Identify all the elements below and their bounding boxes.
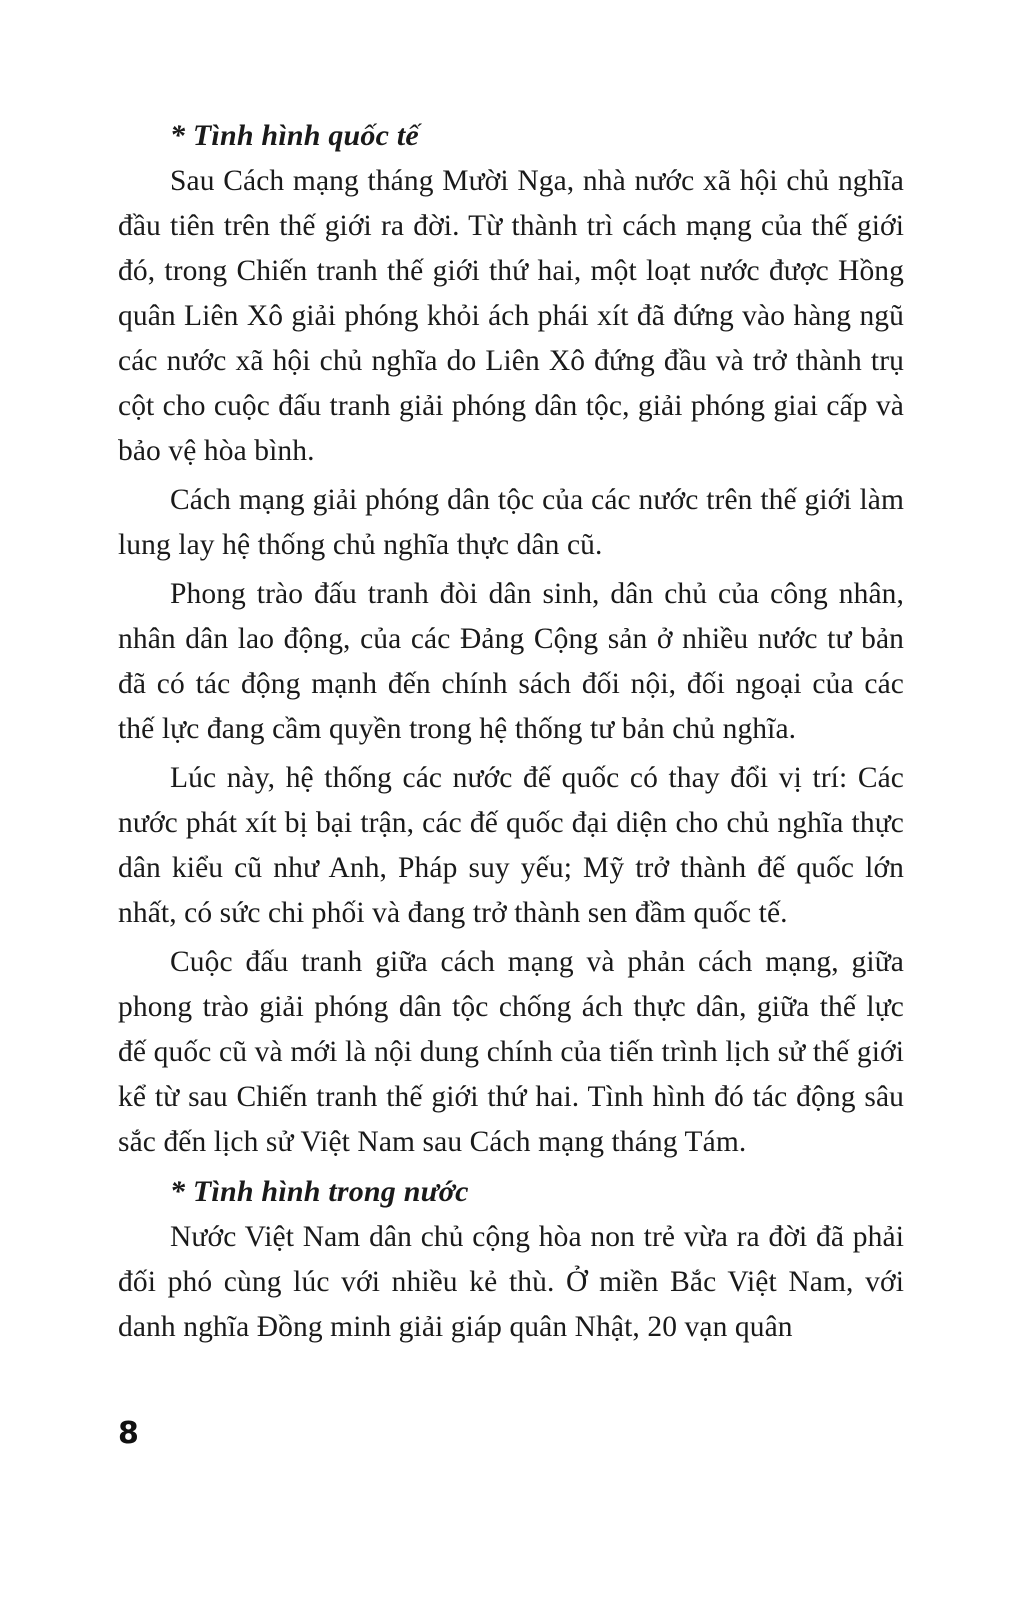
section-heading-international: * Tình hình quốc tế [170, 119, 419, 152]
section-heading-domestic: * Tình hình trong nước [170, 1175, 469, 1208]
page-number: 8 [118, 1416, 139, 1451]
paragraph-october-revolution: Sau Cách mạng tháng Mười Nga, nhà nước xã hội chủ nghĩa đầu tiên trên thế giới ra đời. Từ thành trì cách mạng của thế giới đó, trong Chiến tranh thế giới thứ hai, một loạt nước được Hồng quân Liên Xô giải phóng khỏi ách phái xít đã đứng vào hàng ngũ các nước xã hội chủ nghĩa do Liên Xô đứng đầu và trở thành trụ cột cho cuộc đấu tranh giải phóng dân tộc, giải phóng giai cấp và bảo vệ hòa bình. [118, 165, 904, 467]
paragraph-workers-movement: Phong trào đấu tranh đòi dân sinh, dân chủ của công nhân, nhân dân lao động, của các Đảng Cộng sản ở nhiều nước tư bản đã có tác động mạnh đến chính sách đối nội, đối ngoại của các thế lực đang cầm quyền trong hệ thống tư bản chủ nghĩa. [118, 578, 904, 745]
page-content [118, 113, 904, 1354]
paragraph-new-republic: Nước Việt Nam dân chủ cộng hòa non trẻ vừa ra đời đã phải đối phó cùng lúc với nhiều kẻ thù. Ở miền Bắc Việt Nam, với danh nghĩa Đồng minh giải giáp quân Nhật, 20 vạn quân [118, 1221, 904, 1343]
paragraph-national-liberation: Cách mạng giải phóng dân tộc của các nước trên thế giới làm lung lay hệ thống chủ nghĩa thực dân cũ. [118, 484, 904, 561]
paragraph-imperialist-system: Lúc này, hệ thống các nước đế quốc có thay đổi vị trí: Các nước phát xít bị bại trận, các đế quốc đại diện cho chủ nghĩa thực dân kiểu cũ như Anh, Pháp suy yếu; Mỹ trở thành đế quốc lớn nhất, có sức chi phối và đang trở thành sen đầm quốc tế. [118, 762, 904, 929]
paragraph-revolution-struggle: Cuộc đấu tranh giữa cách mạng và phản cách mạng, giữa phong trào giải phóng dân tộc chống ách thực dân, giữa thế lực đế quốc cũ và mới là nội dung chính của tiến trình lịch sử thế giới kể từ sau Chiến tranh thế giới thứ hai. Tình hình đó tác động sâu sắc đến lịch sử Việt Nam sau Cách mạng tháng Tám. [118, 946, 904, 1158]
